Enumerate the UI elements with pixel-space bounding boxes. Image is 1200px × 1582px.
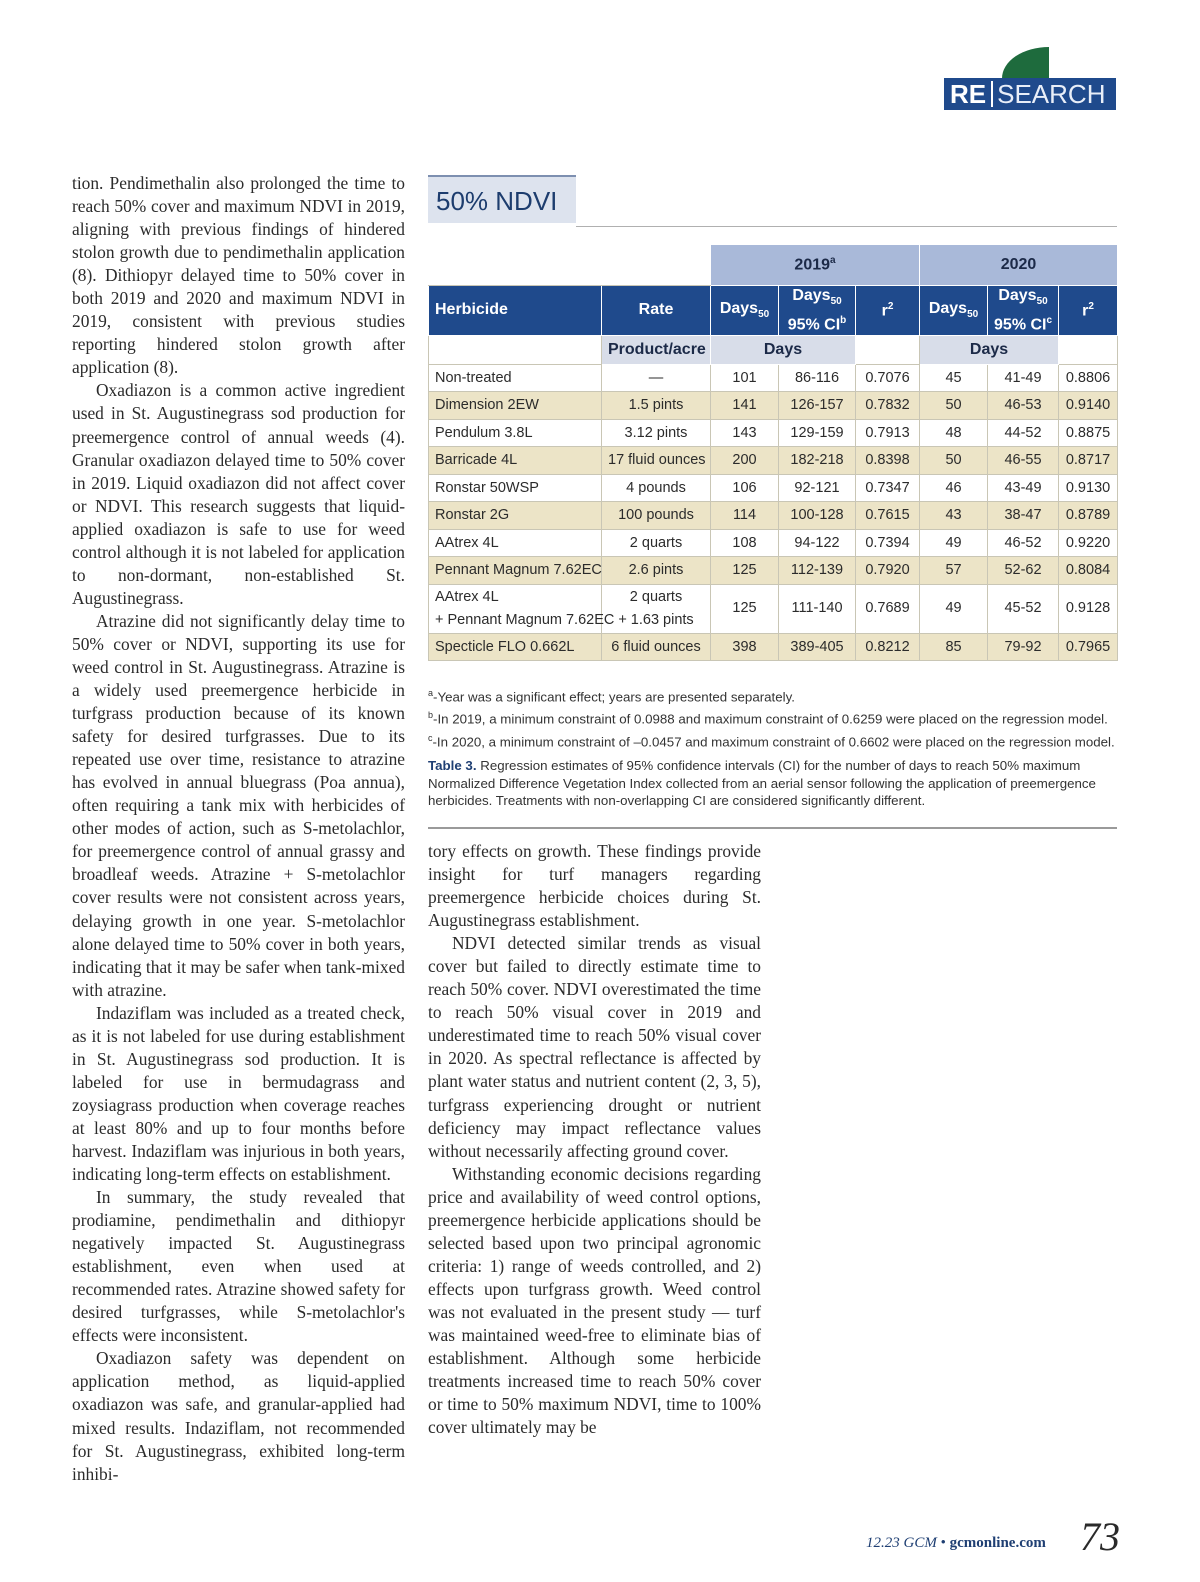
table-row <box>429 529 1118 557</box>
cell-ci-2019: 100-128 <box>779 502 856 530</box>
cell-r2-2020: 0.8806 <box>1059 364 1118 392</box>
cell-r2-2019: 0.7615 <box>856 502 920 530</box>
cell-ci-2019: 126-157 <box>779 392 856 420</box>
footnote: $^a$-Year was a significant effect; years are presented separately. <box>428 688 795 705</box>
paragraph: In summary, the study revealed that prodiamine, pendimethalin and dithiopyr negatively impacted St. Augustinegrass establishment, even when used at recommended rates. Atrazine showed safety for desired turfgrasses, while S-metolachlor's effects were inconsistent. <box>72 1187 405 1346</box>
unit-blank <box>429 335 602 364</box>
paragraph: tion. Pendimethalin also prolonged the time to reach 50% cover and maximum NDVI in 2019, aligning with previous findings of hindered stolon growth due to pendimethalin application (8). Dithiopyr delayed time to 50% cover in both 2019 and 2020 and maximum NDVI in 2019, consistent with previous studies reporting hindered stolon growth after application (8). <box>72 173 405 378</box>
title-rule <box>576 226 1117 227</box>
cell-ci-2020: 46-53 <box>988 392 1059 420</box>
cell-r2-2020: 0.8084 <box>1059 557 1118 585</box>
table-row <box>429 502 1118 530</box>
cell-herbicide: Pendulum 3.8L <box>429 419 602 447</box>
cell-days-2020: 85 <box>920 633 988 661</box>
header-rate: Rate <box>602 286 711 336</box>
cell-r2-2019: 0.7394 <box>856 529 920 557</box>
paragraph: Withstanding economic decisions regarding price and availability of weed control options, preemergence herbicide applications should be selected based upon two principal agronomic criteria: 1) range of weeds controlled, and 2) effects upon turfgrass growth. Weed control was not evaluated in the present study — turf was maintained weed-free to eliminate bias of establishment. Although some herbicide treatments increased time to reach 50% cover or time to 50% maximum NDVI, time to 100% cover ultimately may be <box>428 1163 761 1438</box>
cell-ci-2020: 43-49 <box>988 474 1059 502</box>
folio-bullet: • <box>936 1535 950 1551</box>
cell-days-2020: 49 <box>920 584 988 633</box>
cell-days-2020: 50 <box>920 447 988 475</box>
cell-r2-2020: 0.9140 <box>1059 392 1118 420</box>
cell-r2-2020: 0.8717 <box>1059 447 1118 475</box>
caption-text: Regression estimates of 95% confidence intervals (CI) for the number of days to reach 50% maximum Normalized Difference Vegetation Index collected from an aerial sensor following the application of preemergence herbicides. Treatments with non-overlapping CI are considered significantly different. <box>428 758 1096 808</box>
cell-ci-2020: 41-49 <box>988 364 1059 392</box>
badge-re: RE <box>950 78 987 109</box>
cell-rate: 3.12 pints <box>602 419 711 447</box>
footnote: $^b$-In 2019, a minimum constraint of 0.0988 and maximum constraint of 0.6259 were placed on the regression model. <box>428 710 1108 727</box>
header-r2-2019: $r^2$ <box>856 286 920 336</box>
table-row <box>429 364 1118 392</box>
caption-label: Table 3. <box>428 758 477 773</box>
cell-r2-2020: 0.9130 <box>1059 474 1118 502</box>
paragraph: NDVI detected similar trends as visual cover but failed to directly estimate time to reach 50% cover. NDVI overestimated the time to reach 50% visual cover in 2019 and underestimated time to reach 50% visual cover in 2020. As spectral reflectance is affected by plant water status and nutrient content (2, 3, 5), turfgrass experiencing drought or nutrient deficiency may impact reflectance values without necessarily affecting ground cover. <box>428 933 761 1161</box>
header-herbicide: Herbicide <box>429 286 602 336</box>
header-ci-2020: Days$_{50}$ 95% $CI^c$ <box>988 286 1059 336</box>
cell-days-2019: 106 <box>711 474 779 502</box>
badge-separator <box>991 81 993 107</box>
cell-r2-2019: 0.7920 <box>856 557 920 585</box>
cell-rate: 2.6 pints <box>602 557 711 585</box>
cell-ci-2020: 45-52 <box>988 584 1059 633</box>
cell-herbicide: Non-treated <box>429 364 602 392</box>
header-years-row <box>429 245 1118 286</box>
cell-ci-2020: 79-92 <box>988 633 1059 661</box>
left-column <box>72 172 405 1486</box>
cell-herbicide: Barricade 4L <box>429 447 602 475</box>
header-ci-2019: Days$_{50}$ 95% $CI^b$ <box>779 286 856 336</box>
header-blank <box>429 245 711 286</box>
paragraph: Oxadiazon is a common active ingredient used in St. Augustinegrass sod production for preemergence control of annual weeds (4). Granular oxadiazon delayed time to 50% cover in 2019. Liquid oxadiazon did not affect cover or NDVI. This research suggests that liquid-applied oxadiazon is safe to use for weed control although it is not labeled for application to non-dormant, non-established St. Augustinegrass. <box>72 380 405 608</box>
cell-days-2019: 141 <box>711 392 779 420</box>
page-folio <box>866 1535 1046 1552</box>
badge-search: SEARCH <box>997 78 1106 109</box>
table-title: 50% NDVI <box>428 175 576 223</box>
cell-days-2020: 50 <box>920 392 988 420</box>
cell-r2-2019: 0.8398 <box>856 447 920 475</box>
cell-days-2019: 101 <box>711 364 779 392</box>
cell-rate: 6 fluid ounces <box>602 633 711 661</box>
cell-r2-2020: 0.8875 <box>1059 419 1118 447</box>
paragraph: Atrazine did not significantly delay time to 50% cover or NDVI, supporting its use for weed control in St. Augustinegrass. Atrazine is a widely used preemergence herbicide in turfgrass production because of its known safety for desired turfgrasses. Due to its repeated use over time, resistance to atrazine has evolved in annual bluegrass (Poa annua), often requiring a tank mix with herbicides of other modes of action, such as S-metolachlor, for preemergence control of annual grassy and broadleaf weeds. Atrazine + S-metolachlor cover results were not consistent across years, delaying growth in one year. S-metolachlor alone delayed time to 50% cover in both years, indicating that it may be safer when tank-mixed with atrazine. <box>72 610 405 1000</box>
cell-days-2019: 125 <box>711 584 779 633</box>
header-r2-2020: $r^2$ <box>1059 286 1118 336</box>
cell-ci-2019: 86-116 <box>779 364 856 392</box>
cell-days-2020: 48 <box>920 419 988 447</box>
cell-rate: 17 fluid ounces <box>602 447 711 475</box>
cell-ci-2019: 389-405 <box>779 633 856 661</box>
unit-blank <box>1059 335 1118 364</box>
cell-ci-2019: 112-139 <box>779 557 856 585</box>
table-row <box>429 419 1118 447</box>
cell-r2-2019: 0.7347 <box>856 474 920 502</box>
cell-herbicide: AAtrex 4L <box>429 529 602 557</box>
header-days-2019: Days$_{50}$ <box>711 286 779 336</box>
cell-rate: 1.5 pints <box>602 392 711 420</box>
cell-herbicide: Pennant Magnum 7.62EC <box>429 557 602 585</box>
cell-ci-2020: 38-47 <box>988 502 1059 530</box>
cell-ci-2020: 46-52 <box>988 529 1059 557</box>
cell-rate: 4 pounds <box>602 474 711 502</box>
cell-rate: 2 quarts <box>602 529 711 557</box>
cell-herbicide: Specticle FLO 0.662L <box>429 633 602 661</box>
table-row <box>429 447 1118 475</box>
cell-ci-2019: 182-218 <box>779 447 856 475</box>
cell-r2-2019: 0.8212 <box>856 633 920 661</box>
paragraph: Oxadiazon safety was dependent on application method, as liquid-applied oxadiazon was safe, and granular-applied had mixed results. Indaziflam, not recommended for St. Augustinegrass, exhibited long-term inhibi- <box>72 1348 405 1484</box>
table-row <box>429 474 1118 502</box>
cell-days-2019: 108 <box>711 529 779 557</box>
cell-rate: — <box>602 364 711 392</box>
paragraph: Indaziflam was included as a treated check, as it is not labeled for use during establishment in St. Augustinegrass sod production. It is labeled for use in bermudagrass and zoysiagrass production when coverage reaches at least 80% and up to four months before harvest. Indaziflam was injurious in both years, indicating long-term effects on establishment. <box>72 1002 405 1185</box>
cell-r2-2020: 0.7965 <box>1059 633 1118 661</box>
page-number: 73 <box>1080 1514 1120 1559</box>
header-columns-row <box>429 286 1118 336</box>
cell-days-2020: 46 <box>920 474 988 502</box>
cell-ci-2019: 92-121 <box>779 474 856 502</box>
cell-r2-2020: 0.9128 <box>1059 584 1118 633</box>
cell-rate: 100 pounds <box>602 502 711 530</box>
cell-herbicide: Dimension 2EW <box>429 392 602 420</box>
cell-r2-2019: 0.7689 <box>856 584 920 633</box>
cell-days-2019: 114 <box>711 502 779 530</box>
cell-herbicide: Ronstar 50WSP <box>429 474 602 502</box>
table-bottom-rule <box>428 827 1117 829</box>
regression-table <box>428 244 1118 661</box>
paragraph: tory effects on growth. These findings provide insight for turf managers regarding preemergence herbicide choices during St. Augustinegrass establishment. <box>428 841 761 931</box>
cell-ci-2020: 44-52 <box>988 419 1059 447</box>
issue-label: 12.23 GCM <box>866 1535 937 1551</box>
cell-days-2019: 200 <box>711 447 779 475</box>
unit-blank <box>856 335 920 364</box>
cell-days-2019: 398 <box>711 633 779 661</box>
cell-ci-2019: 111-140 <box>779 584 856 633</box>
cell-ci-2020: 52-62 <box>988 557 1059 585</box>
cell-rate: 2 quarts + 1.63 pints <box>602 584 711 633</box>
unit-rate: Product/acre <box>602 335 711 364</box>
header-year-2020: 2020 <box>920 245 1118 286</box>
cell-days-2019: 125 <box>711 557 779 585</box>
cell-ci-2020: 46-55 <box>988 447 1059 475</box>
cell-ci-2019: 129-159 <box>779 419 856 447</box>
header-units-row <box>429 335 1118 364</box>
table-caption <box>428 757 1117 810</box>
cell-r2-2019: 0.7076 <box>856 364 920 392</box>
research-badge <box>944 78 1116 110</box>
unit-days-2020: Days <box>920 335 1059 364</box>
table-row <box>429 633 1118 661</box>
cell-r2-2020: 0.8789 <box>1059 502 1118 530</box>
header-year-2019: 2019$^a$ <box>711 245 920 286</box>
cell-r2-2020: 0.9220 <box>1059 529 1118 557</box>
table-footnotes <box>428 684 1117 751</box>
cell-days-2019: 143 <box>711 419 779 447</box>
table-row <box>429 392 1118 420</box>
cell-days-2020: 43 <box>920 502 988 530</box>
footnote: $^c$-In 2020, a minimum constraint of –0.0457 and maximum constraint of 0.6602 were placed on the regression model. <box>428 732 1115 750</box>
site-link[interactable]: gcmonline.com <box>949 1535 1046 1551</box>
middle-column <box>428 840 761 1439</box>
cell-herbicide: Ronstar 2G <box>429 502 602 530</box>
cell-days-2020: 45 <box>920 364 988 392</box>
table-row <box>429 557 1118 585</box>
badge-leaf-icon <box>1002 47 1049 79</box>
cell-ci-2019: 94-122 <box>779 529 856 557</box>
table-row <box>429 584 1118 633</box>
header-days-2020: Days$_{50}$ <box>920 286 988 336</box>
cell-r2-2019: 0.7832 <box>856 392 920 420</box>
cell-days-2020: 49 <box>920 529 988 557</box>
cell-herbicide: AAtrex 4L + Pennant Magnum 7.62EC <box>429 584 602 633</box>
unit-days-2019: Days <box>711 335 856 364</box>
cell-r2-2019: 0.7913 <box>856 419 920 447</box>
cell-days-2020: 57 <box>920 557 988 585</box>
